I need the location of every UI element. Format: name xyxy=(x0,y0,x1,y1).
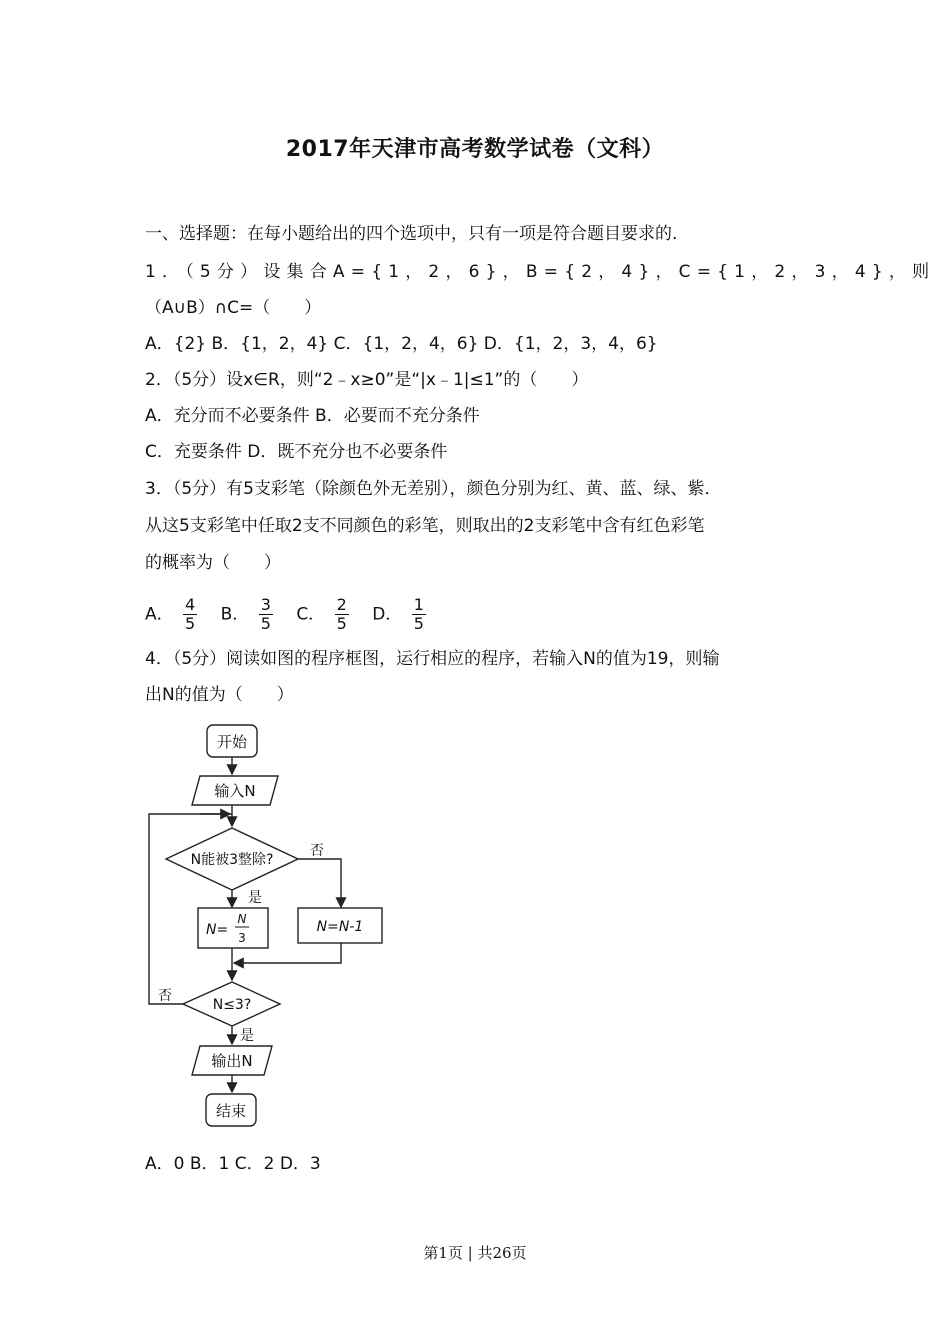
no-label-2: 否 xyxy=(158,988,172,1004)
condition-le3-label: N≤3? xyxy=(212,997,252,1013)
end-label: 结束 xyxy=(215,1102,247,1120)
fraction: $\frac{4}{5}$ xyxy=(185,595,196,633)
q3-stem-line2: 从这5支彩笔中任取2支不同颜色的彩笔，则取出的2支彩笔中含有红色彩笔 xyxy=(145,516,705,536)
output-label: 输出N xyxy=(211,1052,253,1070)
assign-minus-label: N=N-1 xyxy=(316,919,364,935)
fraction: $\frac{3}{5}$ xyxy=(260,595,271,633)
q2-options-ab: A．充分而不必要条件 B．必要而不充分条件 xyxy=(145,406,480,426)
section-heading: 一、选择题：在每小题给出的四个选项中，只有一项是符合题目要求的. xyxy=(145,224,678,244)
q3-option-c: C． $\frac{2}{5}$ xyxy=(296,595,347,633)
q4-options: A．0 B．1 C．2 D．3 xyxy=(145,1154,321,1174)
input-label: 输入N xyxy=(214,782,256,800)
fraction: $\frac{2}{5}$ xyxy=(336,595,347,633)
yes-label-2: 是 xyxy=(240,1028,254,1044)
q2-options-cd: C．充要条件 D．既不充分也不必要条件 xyxy=(145,442,448,462)
q3-option-d: D． $\frac{1}{5}$ xyxy=(372,595,424,633)
q3-option-b: B． $\frac{3}{5}$ xyxy=(220,595,271,633)
fraction: $\frac{1}{5}$ xyxy=(413,595,424,633)
q4-stem-line1: 4．（5分）阅读如图的程序框图，运行相应的程序，若输入N的值为19，则输 xyxy=(145,649,720,669)
condition-divisible-label: N能被3整除? xyxy=(190,852,274,868)
q1-stem-line1: 1．（5分）设集合A={1，2，6}，B={2，4}，C={1，2，3，4}，则 xyxy=(145,262,936,282)
q3-option-a: A． $\frac{4}{5}$ xyxy=(145,595,196,633)
q3-options xyxy=(145,596,444,633)
assign-divide-denominator: 3 xyxy=(238,931,246,945)
assign-divide-numerator: N xyxy=(237,912,247,926)
q2-stem: 2．（5分）设x∈R，则“2﹣x≥0”是“|x﹣1|≤1”的（ ） xyxy=(145,370,589,390)
q1-stem-line2: （A∪B）∩C=（ ） xyxy=(145,298,322,318)
q3-stem-line3: 的概率为（ ） xyxy=(145,553,281,573)
assign-divide-lhs: N= xyxy=(206,922,229,938)
q1-options: A．{2} B．{1，2，4} C．{1，2，4，6} D．{1，2，3，4，6} xyxy=(145,334,658,354)
q3-stem-line1: 3．（5分）有5支彩笔（除颜色外无差别），颜色分别为红、黄、蓝、绿、紫． xyxy=(145,479,722,499)
no-label-1: 否 xyxy=(310,843,324,859)
start-label: 开始 xyxy=(216,733,248,751)
page-title: 2017年天津市高考数学试卷（文科） xyxy=(285,137,665,162)
page-footer: 第1页 | 共26页 xyxy=(423,1244,527,1262)
q4-stem-line2: 出N的值为（ ） xyxy=(145,685,294,705)
yes-label-1: 是 xyxy=(248,890,262,906)
flowchart xyxy=(140,718,400,1133)
